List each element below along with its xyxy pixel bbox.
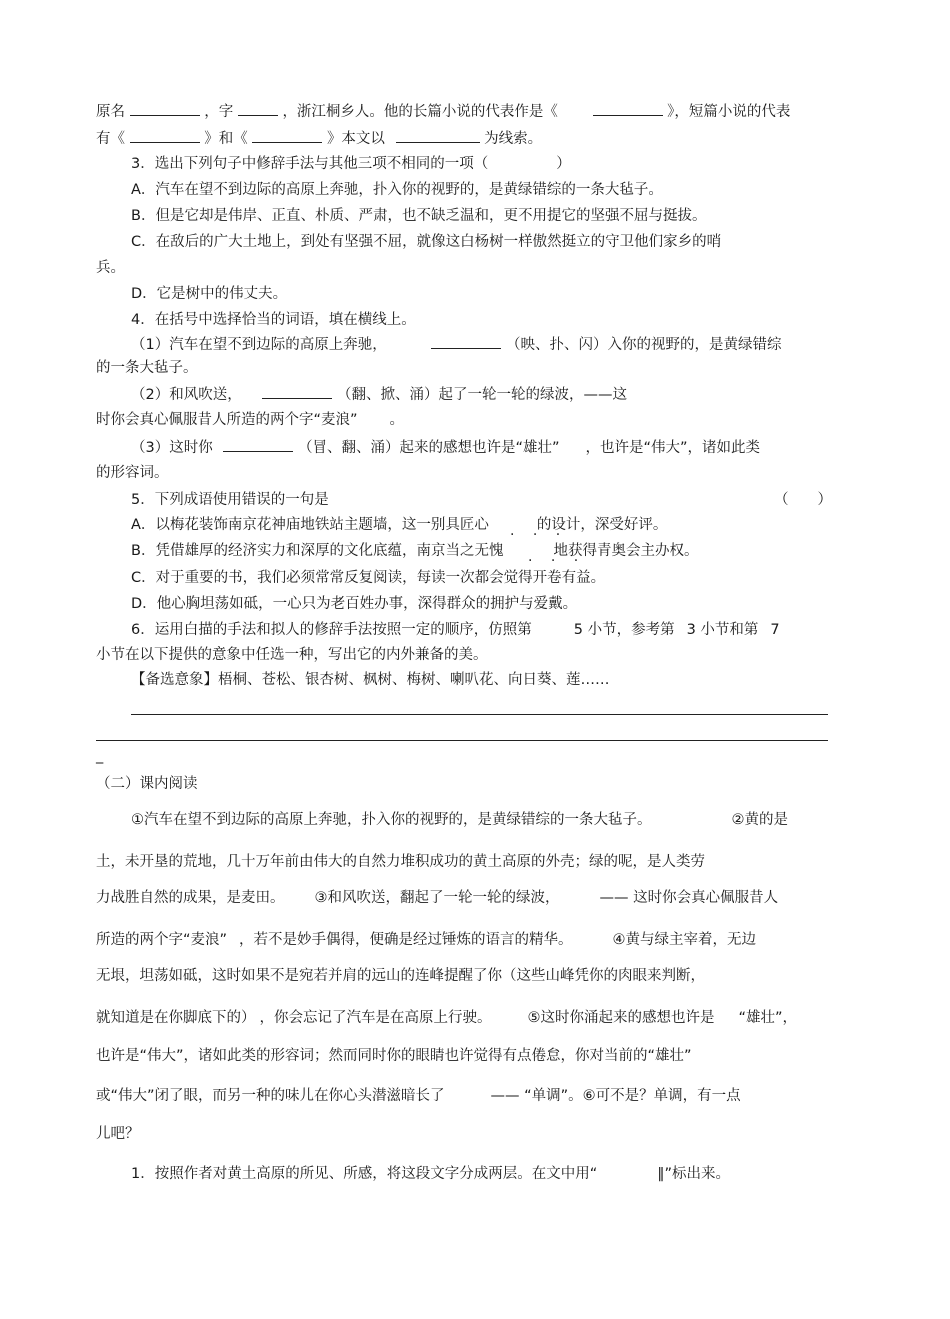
text: 3．选出下列句子中修辞手法与其他三项不相同的一项（ — [131, 156, 489, 172]
answer-blank[interactable] — [238, 101, 278, 116]
text: 时你会真心佩服昔人所造的两个字“麦浪” — [96, 412, 358, 428]
answer-blank[interactable] — [593, 101, 663, 116]
text: ，浙江桐乡人。他的长篇小说的代表作是《 — [282, 104, 558, 120]
text: 5 小节，参考第 — [573, 622, 675, 638]
q4-sub-3-cont: 的形容词。 — [96, 465, 169, 481]
passage-line: 儿吧？ — [96, 1126, 140, 1142]
emphasis-dots: · · · — [528, 553, 586, 569]
text: 就知道是在你脚底下的） — [96, 1010, 256, 1026]
text: （2）和风吹送， — [131, 387, 242, 403]
option-b: B．但是它却是伟岸、正直、朴质、严肃，也不缺乏温和，更不用提它的坚强不屈与挺拔。 — [131, 208, 707, 224]
passage-line: 也许是“伟大”，诸如此类的形容词；然而同时你的眼睛也许觉得有点倦怠，你对当前的“雄壮” — [96, 1048, 692, 1064]
text: ⑤这时你涌起来的感想也许是 — [527, 1010, 715, 1026]
q4-sub-2-cont — [96, 410, 404, 430]
text-line — [96, 101, 790, 122]
question-1 — [131, 1164, 730, 1184]
passage-line — [96, 1008, 797, 1028]
passage-line — [96, 1086, 741, 1106]
text: ‖”标出来。 — [657, 1166, 731, 1182]
answer-blank[interactable] — [262, 384, 332, 399]
text: （映、扑、闪）入你的视野的，是黄绿错综 — [505, 337, 782, 353]
question-3-stem — [131, 154, 571, 174]
text: 6．运用白描的手法和拟人的修辞手法按照一定的顺序，仿照第 — [131, 622, 532, 638]
text: 的设计，深受好评。 — [536, 517, 668, 533]
text: ） — [556, 156, 571, 172]
text: 1．按照作者对黄土高原的所见、所感，将这段文字分成两层。在文中用“ — [131, 1166, 598, 1182]
passage-line: 土，未开垦的荒地，几十万年前由伟大的自然力堆积成功的黄土高原的外壳；绿的呢，是人类劳 — [96, 854, 705, 870]
text: 地获得青奥会主办权。 — [553, 543, 699, 559]
text: 为线索。 — [484, 131, 543, 147]
passage-line — [131, 810, 788, 830]
text: 》和《 — [204, 131, 248, 147]
answer-blank[interactable] — [431, 334, 501, 349]
answer-blank[interactable] — [252, 128, 322, 143]
text: ，你会忘记了汽车是在高原上行驶。 — [259, 1010, 492, 1026]
question-5-stem: 5．下列成语使用错误的一句是 — [131, 492, 329, 508]
q4-sub-1-cont: 的一条大毡子。 — [96, 360, 198, 376]
text: ①汽车在望不到边际的高原上奔驰，扑入你的视野的，是黄绿错综的一条大毡子。 — [131, 812, 652, 828]
text: 》本文以 — [326, 131, 385, 147]
text: —— 这时你会真心佩服昔人 — [599, 890, 779, 906]
option-c: C．在敌后的广大土地上，到处有坚强不屈，就像这白杨树一样傲然挺立的守卫他们家乡的哨 — [131, 234, 722, 250]
text: A．以梅花装饰南京花神庙地铁站主题墙，这一别具匠心 — [131, 517, 489, 533]
q4-sub-3 — [131, 437, 760, 458]
text: 原名 — [96, 104, 125, 120]
text: 》，短篇小说的代表 — [667, 104, 791, 120]
text: （3）这时你 — [131, 440, 213, 456]
answer-blank[interactable] — [223, 437, 293, 452]
text: 力战胜自然的成果，是麦田。 — [96, 890, 285, 906]
question-6-cont: 小节在以下提供的意象中任选一种，写出它的内外兼备的美。 — [96, 647, 488, 663]
option-list: 【备选意象】梧桐、苍松、银杏树、枫树、梅树、喇叭花、向日葵、莲…… — [131, 672, 610, 688]
text: ④黄与绿主宰着，无边 — [612, 932, 757, 948]
section-heading: （二）课内阅读 — [96, 776, 198, 792]
text: 所造的两个字“麦浪” — [96, 932, 228, 948]
text: 或“伟大”闭了眼，而另一种的味儿在你心头潜滋暗长了 — [96, 1088, 445, 1104]
answer-line[interactable] — [131, 714, 828, 715]
option-b — [131, 541, 698, 561]
option-a — [131, 515, 667, 535]
option-c-cont: 兵。 — [96, 260, 125, 276]
text: ②黄的是 — [731, 812, 788, 828]
text: 7 — [770, 622, 780, 638]
text: （翻、掀、涌）起了一轮一轮的绿波，——这 — [336, 387, 627, 403]
text: ③和风吹送，翻起了一轮一轮的绿波， — [314, 890, 560, 906]
q4-sub-1 — [131, 334, 781, 355]
text: “雄壮”， — [738, 1010, 798, 1026]
passage-line — [96, 888, 778, 908]
passage-line: 无垠，坦荡如砥，这时如果不是宛若并肩的远山的连峰提醒了你（这些山峰凭你的肉眼来判断， — [96, 968, 705, 984]
answer-blank[interactable] — [130, 101, 200, 116]
text: （冒、翻、涌）起来的感想也许是“雄壮” — [297, 440, 560, 456]
text: ，也许是“伟大”，诸如此类 — [585, 440, 761, 456]
text: 3 小节和第 — [686, 622, 759, 638]
q4-sub-2 — [131, 384, 627, 405]
text: 有《 — [96, 131, 125, 147]
passage-line — [96, 930, 756, 950]
option-d: D．他心胸坦荡如砥，一心只为老百姓办事，深得群众的拥护与爱戴。 — [131, 596, 578, 612]
text: 。 — [389, 412, 405, 428]
text-line — [96, 128, 542, 149]
answer-paren[interactable]: （ ） — [774, 492, 832, 508]
question-6-stem — [131, 620, 780, 640]
text: ，字 — [204, 104, 234, 120]
answer-blank[interactable] — [130, 128, 200, 143]
text: （1）汽车在望不到边际的高原上奔驰， — [131, 337, 387, 353]
text: B．凭借雄厚的经济实力和深厚的文化底蕴，南京当之无愧 — [131, 543, 504, 559]
answer-blank[interactable] — [396, 128, 480, 143]
text: —— “单调”。⑥可不是？单调，有一点 — [490, 1088, 741, 1104]
text: ，若不是妙手偶得，便确是经过锤炼的语言的精华。 — [239, 932, 573, 948]
option-a: A．汽车在望不到边际的高原上奔驰，扑入你的视野的，是黄绿错综的一条大毡子。 — [131, 182, 663, 198]
answer-line-tail: _ — [96, 748, 104, 764]
option-d: D．它是树中的伟丈夫。 — [131, 286, 288, 302]
emphasis-dots: · · · — [510, 527, 568, 543]
answer-line[interactable] — [96, 740, 828, 741]
question-4-stem: 4．在括号中选择恰当的词语，填在横线上。 — [131, 312, 416, 328]
option-c: C．对于重要的书，我们必须常常反复阅读，每读一次都会觉得开卷有益。 — [131, 570, 606, 586]
